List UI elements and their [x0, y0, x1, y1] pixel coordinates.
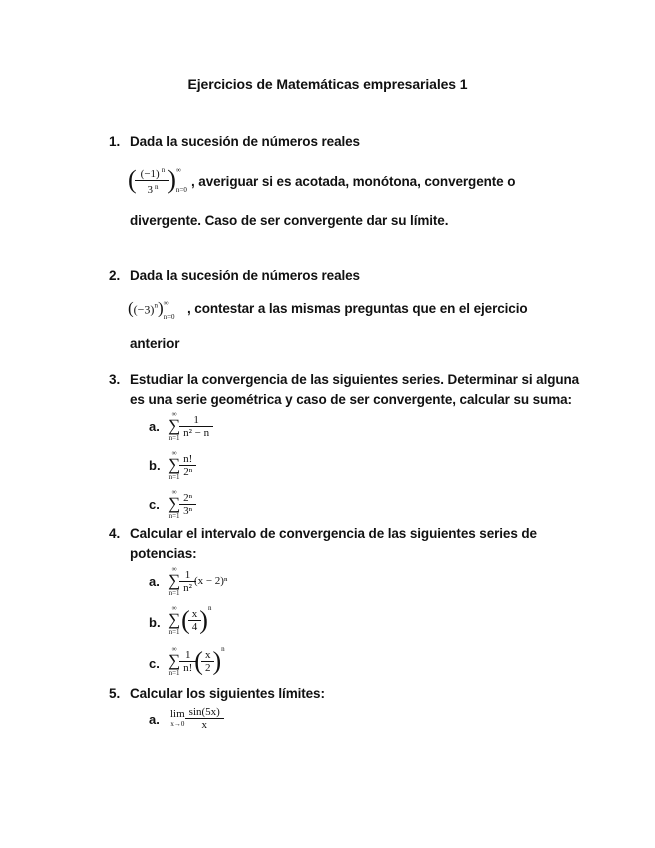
- exercise-2-line-3: anterior: [130, 336, 180, 351]
- exercise-5-line-1: Calcular los siguientes límites:: [130, 686, 325, 701]
- exercise-1-formula: ( $\frac{(-1) ^n}{3 ^n}$ ) ∞ n=0: [128, 165, 187, 197]
- exercise-4c-label: c.: [149, 656, 160, 671]
- exercise-1-line-3: divergente. Caso de ser convergente dar su límite.: [130, 213, 449, 228]
- exercise-2-line-1: Dada la sucesión de números reales: [130, 268, 360, 283]
- exercise-4b-formula: ∞ ∑ n=1 ( $\frac{x}{4}$ )$^n$: [168, 604, 212, 637]
- page-title: Ejercicios de Matemáticas empresariales 1: [187, 76, 468, 92]
- exercise-3b-formula: ∞ ∑ n=1 $\frac{n!}{\text{2ⁿ}}$: [168, 449, 194, 481]
- exercise-1-line-1: Dada la sucesión de números reales: [130, 134, 360, 149]
- exercise-5a-label: a.: [149, 712, 160, 727]
- exercise-4a-formula: ∞ ∑ n=1 $\frac{1}{\text{n²}}$ (x − 2)ⁿ: [168, 565, 228, 597]
- exercise-3-line-2: es una serie geométrica y caso de ser convergente, calcular su suma:: [130, 392, 572, 407]
- exercise-3a-label: a.: [149, 419, 160, 434]
- exercise-4a-label: a.: [149, 574, 160, 589]
- exercise-3-line-1: Estudiar la convergencia de las siguientes series. Determinar si alguna: [130, 372, 580, 387]
- exercise-4-line-1: Calcular el intervalo de convergencia de las siguientes series de: [130, 526, 537, 541]
- exercise-1-number: 1.: [109, 134, 121, 149]
- exercise-3a-formula: ∞ ∑ n=1 $\frac{1}{\text{n² − n}}$: [168, 410, 211, 442]
- exercise-3c-formula: ∞ ∑ n=1 $\frac{\text{2ⁿ}}{\text{3ⁿ}}$: [168, 488, 194, 520]
- exercise-5a-formula: lim x→0 $\frac{\sin(5x)}{x}$: [170, 706, 222, 731]
- exercise-4-number: 4.: [109, 526, 121, 541]
- exercise-3b-label: b.: [149, 458, 161, 473]
- exercise-3c-label: c.: [149, 497, 160, 512]
- exercise-1-line-2: , averiguar si es acotada, monótona, convergente o: [191, 174, 516, 189]
- exercise-4b-label: b.: [149, 615, 161, 630]
- exercise-4-line-2: potencias:: [130, 546, 197, 561]
- exercise-2-formula: $((-3)^n)$ ∞ n=0: [128, 298, 175, 321]
- exercise-2-line-2: , contestar a las mismas preguntas que en el ejercicio: [187, 301, 528, 316]
- exercise-3-number: 3.: [109, 372, 121, 387]
- exercise-4c-formula: ∞ ∑ n=1 $\frac{1}{n!}$ ( $\frac{x}{2}$ )$^n$: [168, 645, 225, 678]
- exercise-5-number: 5.: [109, 686, 121, 701]
- exercise-2-number: 2.: [109, 268, 121, 283]
